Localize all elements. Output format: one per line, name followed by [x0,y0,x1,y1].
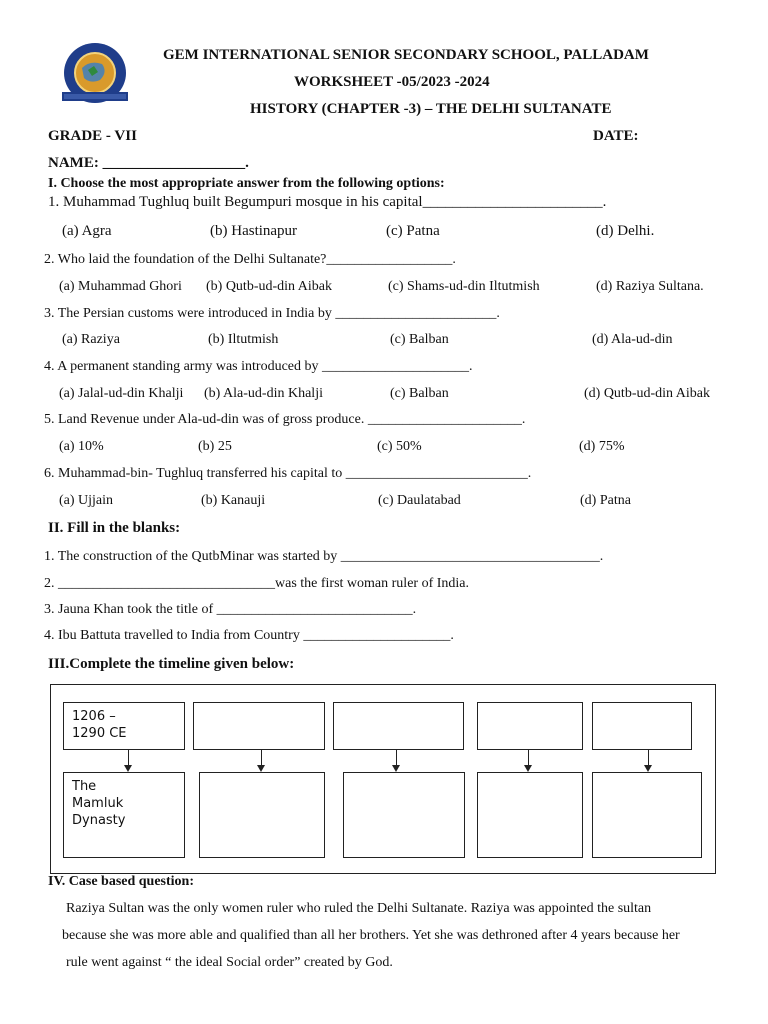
question-4: 4. A permanent standing army was introduced by _____________________. [44,359,473,374]
fill-blank-2: 2. _______________________________was the first woman ruler of India. [44,576,469,591]
timeline-top-box-2 [193,702,325,750]
q3-option-d: (d) Ala-ud-din [592,332,673,347]
q1-option-d: (d) Delhi. [596,223,655,239]
q1-option-b: (b) Hastinapur [210,223,298,239]
q1-option-c: (c) Patna [386,223,440,239]
timeline-bottom-box-2 [199,772,325,858]
chapter-title: HISTORY (CHAPTER -3) – THE DELHI SULTANATE [250,101,612,117]
q4-option-d: (d) Qutb-ud-din Aibak [584,386,710,401]
fill-blank-4: 4. Ibu Battuta travelled to India from Country _____________________. [44,628,454,643]
q2-option-b: (b) Qutb-ud-din Aibak [206,279,332,294]
q6-option-c: (c) Daulatabad [378,493,461,508]
section2-heading: II. Fill in the blanks: [48,520,181,536]
section1-heading: I. Choose the most appropriate answer from the following options: [48,176,445,191]
q6-option-d: (d) Patna [580,493,631,508]
grade-label: GRADE - VII [48,128,137,144]
q3-option-a: (a) Raziya [62,332,120,347]
q4-option-c: (c) Balban [390,386,449,401]
timeline-top-box-1: 1206 – 1290 CE [63,702,185,750]
q2-option-d: (d) Raziya Sultana. [596,279,704,294]
worksheet-title: WORKSHEET -05/2023 -2024 [294,74,490,90]
timeline-top-box-5 [592,702,692,750]
q3-option-c: (c) Balban [390,332,449,347]
question-1: 1. Muhammad Tughluq built Begumpuri mosque in his capital________________________. [48,194,607,210]
timeline-top-box-3 [333,702,464,750]
section4-heading: IV. Case based question: [48,874,194,889]
question-2: 2. Who laid the foundation of the Delhi Sultanate?__________________. [44,252,456,267]
q5-option-d: (d) 75% [579,439,625,454]
timeline-arrow-3 [396,750,397,770]
timeline-bottom-box-4 [477,772,583,858]
q5-option-c: (c) 50% [377,439,422,454]
timeline-arrow-1 [128,750,129,770]
question-5: 5. Land Revenue under Ala-ud-din was of gross produce. ______________________. [44,412,526,427]
q5-option-b: (b) 25 [198,439,232,454]
timeline-top-box-4 [477,702,583,750]
timeline-arrow-5 [648,750,649,770]
school-logo [58,40,132,108]
timeline-arrow-4 [528,750,529,770]
q5-option-a: (a) 10% [59,439,104,454]
q2-option-c: (c) Shams-ud-din Iltutmish [388,279,540,294]
q2-option-a: (a) Muhammad Ghori [59,279,182,294]
timeline-bottom-box-5 [592,772,702,858]
question-3: 3. The Persian customs were introduced in India by _______________________. [44,306,500,321]
q6-option-b: (b) Kanauji [201,493,266,508]
timeline-bottom-box-3 [343,772,465,858]
school-name: GEM INTERNATIONAL SENIOR SECONDARY SCHOOL, PALLADAM [163,47,649,63]
q3-option-b: (b) Iltutmish [208,332,279,347]
name-field: NAME: ___________________. [48,155,249,171]
timeline-arrow-2 [261,750,262,770]
q4-option-b: (b) Ala-ud-din Khalji [204,386,323,401]
case-paragraph-line-1: Raziya Sultan was the only women ruler who ruled the Delhi Sultanate. Raziya was appointed the sultan [66,901,652,916]
case-paragraph-line-2: because she was more able and qualified than all her brothers. Yet she was dethroned after 4 years because her [62,928,680,943]
q1-option-a: (a) Agra [62,223,112,239]
fill-blank-1: 1. The construction of the QutbMinar was started by _____________________________________. [44,549,604,564]
q6-option-a: (a) Ujjain [59,493,114,508]
fill-blank-3: 3. Jauna Khan took the title of ____________________________. [44,602,417,617]
case-paragraph-line-3: rule went against “ the ideal Social order” created by God. [66,955,393,970]
section3-heading: III.Complete the timeline given below: [48,656,295,672]
q4-option-a: (a) Jalal-ud-din Khalji [59,386,184,401]
question-6: 6. Muhammad-bin- Tughluq transferred his capital to __________________________. [44,466,532,481]
date-label: DATE: [593,128,639,144]
timeline-bottom-box-1: The Mamluk Dynasty [63,772,185,858]
